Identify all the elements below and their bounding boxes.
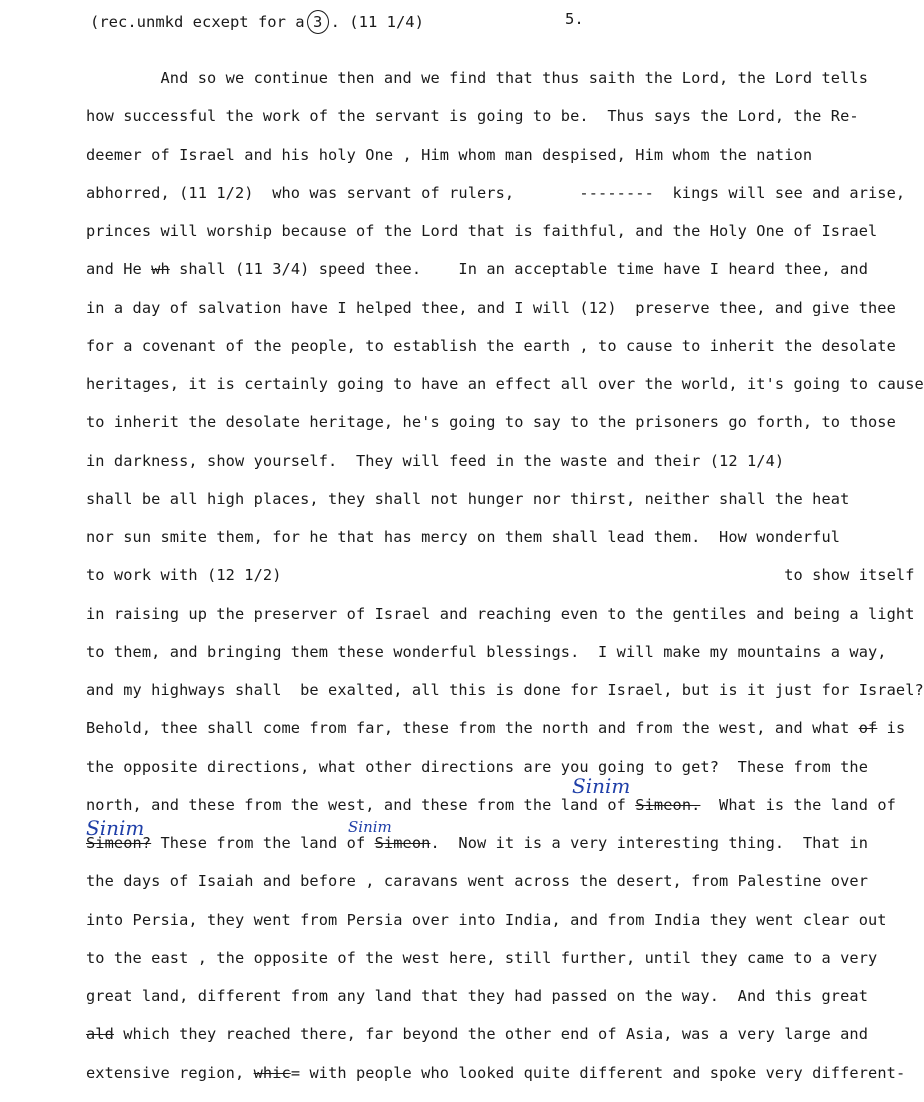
- text-line: to them, and bringing them these wonderful blessings. I will make my mountains a way,: [86, 643, 887, 661]
- text-line: for a covenant of the people, to establish the earth , to cause to inherit the desolate: [86, 337, 896, 355]
- text-line: princes will worship because of the Lord that is faithful, and the Holy One of Israel: [86, 222, 878, 240]
- text-line: to the east , the opposite of the west here, still further, until they came to a very: [86, 949, 878, 967]
- handwritten-correction: Sinim: [572, 774, 631, 798]
- text-line: nor sun smite them, for he that has mercy on them shall lead them. How wonderful: [86, 528, 841, 546]
- text-line: [86, 1064, 905, 1082]
- text-line: in a day of salvation have I helped thee, and I will (12) preserve thee, and give thee: [86, 299, 896, 317]
- text-line: to work with (12 1/2) to show itself: [86, 566, 915, 584]
- text-line: the days of Isaiah and before , caravans went across the desert, from Palestine over: [86, 872, 868, 890]
- text-line: in raising up the preserver of Israel and reaching even to the gentiles and being a light: [86, 605, 915, 623]
- text-line: into Persia, they went from Persia over into India, and from India they went clear out: [86, 911, 887, 929]
- text-line: great land, different from any land that they had passed on the way. And this great: [86, 987, 868, 1005]
- text-line: [86, 834, 868, 852]
- page-header-note: [90, 10, 424, 34]
- struck-text: Simeon: [374, 834, 431, 852]
- note-text: (rec.unmkd ecxept for a: [90, 13, 305, 31]
- struck-text: Simeon.: [635, 796, 701, 814]
- text-span: = with people who looked quite different and spoke very different-: [290, 1064, 906, 1082]
- struck-text: wh: [151, 260, 170, 278]
- text-line: how successful the work of the servant is going to be. Thus says the Lord, the Re-: [86, 107, 859, 125]
- text-line: abhorred, (11 1/2) who was servant of rulers, -------- kings will see and arise,: [86, 184, 906, 202]
- text-line: [86, 1025, 868, 1043]
- text-line: [86, 260, 868, 278]
- text-line: in darkness, show yourself. They will feed in the waste and their (12 1/4): [86, 452, 785, 470]
- text-line: [86, 719, 905, 737]
- struck-text: whic: [253, 1064, 291, 1082]
- text-line: And so we continue then and we find that thus saith the Lord, the Lord tells: [86, 69, 868, 87]
- text-span: extensive region,: [86, 1064, 254, 1082]
- text-span: north, and these from the west, and these from the land of: [86, 796, 636, 814]
- struck-text: ald: [86, 1025, 114, 1043]
- circled-number: 3: [307, 10, 329, 34]
- struck-text: Simeon?: [86, 834, 152, 852]
- text-span: which they reached there, far beyond the other end of Asia, was a very large and: [113, 1025, 869, 1043]
- text-line: the opposite directions, what other directions are you going to get? These from the: [86, 758, 868, 776]
- text-span: and He: [86, 260, 152, 278]
- text-span: shall (11 3/4) speed thee. In an acceptable time have I heard thee, and: [169, 260, 869, 278]
- handwritten-correction: Sinim: [348, 818, 392, 836]
- struck-text: of: [858, 719, 878, 737]
- page-number: 5.: [565, 10, 584, 28]
- handwritten-correction: Sinim: [86, 816, 145, 840]
- text-span: What is the land of: [700, 796, 896, 814]
- text-span: Behold, thee shall come from far, these from the north and from the west, and what: [86, 719, 859, 737]
- text-span: . Now it is a very interesting thing. That in: [430, 834, 869, 852]
- note-text-after: . (11 1/4): [330, 13, 424, 31]
- text-line: to inherit the desolate heritage, he's going to say to the prisoners go forth, to those: [86, 413, 896, 431]
- text-line: and my highways shall be exalted, all this is done for Israel, but is it just for Israel?: [86, 681, 924, 699]
- text-line: heritages, it is certainly going to have an effect all over the world, it's going to cause: [86, 375, 924, 393]
- text-line: deemer of Israel and his holy One , Him whom man despised, Him whom the nation: [86, 146, 813, 164]
- text-line: [86, 796, 896, 814]
- text-span: These from the land of: [151, 834, 375, 852]
- text-span: is: [877, 719, 906, 737]
- text-line: shall be all high places, they shall not hunger nor thirst, neither shall the heat: [86, 490, 850, 508]
